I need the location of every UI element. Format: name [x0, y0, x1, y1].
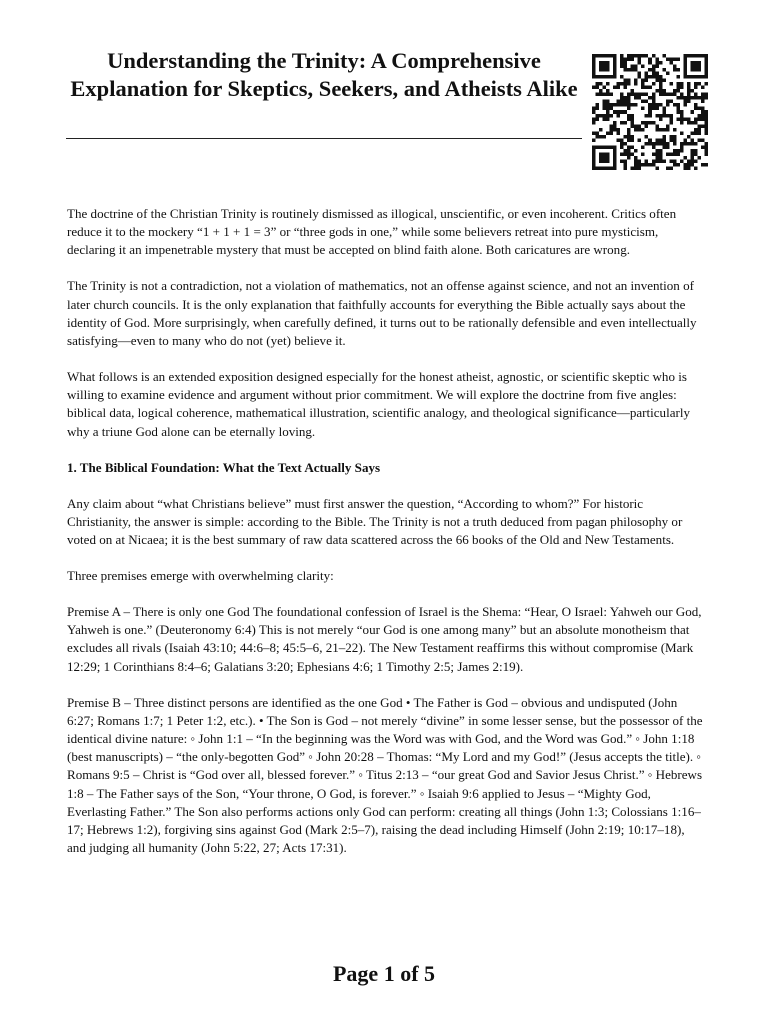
section-paragraph-1: Any claim about “what Christians believe” must first answer the question, “According to whom?” For historic Christianity, the answer is simple: according to the Bible. The Trinity is not a truth deduced from pagan philosophy or voted on at Nicaea; it is the best summary of raw data scattered across the 66 books of the Old and New Testaments. [67, 495, 683, 548]
intro-paragraph-3: What follows is an extended exposition designed especially for the honest atheist, agnostic, or scientific skeptic who is willing to examine evidence and argument without prior commitment. We will explore the doctrine from five angles: biblical data, logical coherence, mathematical illustration, scientific analogy, and theological significance—particularly why a triune God alone can be eternally loving. [67, 369, 690, 439]
document-title: Understanding the Trinity: A Comprehensive Explanation for Skeptics, Seekers, and Atheists Alike [70, 48, 578, 101]
qr-code-icon [592, 54, 708, 170]
premise-b-paragraph: Premise B – Three distinct persons are identified as the one God • The Father is God – obvious and undisputed (John 6:27; Romans 1:7; 1 Peter 1:2, etc.). • The Son is God – not merely “divine” in some lesser sense, but the possessor of the identical divine nature: ◦ John 1:1 – “In the beginning was the Word was with God, and the Word was God.” ◦ John 1:18 (best manuscripts) – “the only-begotten God” ◦ John 20:28 – Thomas: “My Lord and my God!” (Jesus accepts the title). ◦ Romans 9:5 – Christ is “God over all, blessed forever.” ◦ Titus 2:13 – “our great God and Savior Jesus Christ.” ◦ Hebrews 1:8 – The Father says of the Son, “Your throne, O God, is forever.” ◦ Isaiah 9:6 applied to Jesus – “Mighty God, Everlasting Father.” The Son also performs actions only God can perform: creating all things (John 1:3; Colossians 1:16–17; Hebrews 1:2), forgiving sins against God (Mark 2:5–7), raising the dead including Himself (John 2:19; 10:17–18), and judging all humanity (John 5:22, 27; Acts 17:31). [67, 694, 703, 856]
section-heading: 1. The Biblical Foundation: What the Text Actually Says [67, 459, 381, 475]
title-block [66, 47, 582, 103]
document-body [67, 205, 703, 875]
title-underline [66, 138, 582, 139]
premise-a-paragraph: Premise A – There is only one God The foundational confession of Israel is the Shema: “Hear, O Israel: Yahweh our God, Yahweh is one.” (Deuteronomy 6:4) This is not merely “our God is one among many” but an absolute monotheism that excludes all rivals (Isaiah 43:10; 44:6–8; 45:5–6, 21–22). The New Testament reaffirms this without compromise (Mark 12:29; 1 Corinthians 8:4–6; Galatians 3:20; Ephesians 4:6; 1 Timothy 2:5; James 2:19). [67, 604, 702, 674]
section-paragraph-2: Three premises emerge with overwhelming clarity: [67, 568, 334, 584]
intro-paragraph-1: The doctrine of the Christian Trinity is routinely dismissed as illogical, unscientific, or even incoherent. Critics often reduce it to the mockery “1 + 1 + 1 = 3” or “three gods in one,” while some believers retreat into pure mysticism, declaring it an impenetrable mystery that must be accepted on blind faith alone. Both caricatures are wrong. [67, 206, 677, 258]
page-number: Page 1 of 5 [332, 961, 436, 986]
intro-paragraph-2: The Trinity is not a contradiction, not a violation of mathematics, not an offense against science, and not an invention of later church councils. It is the only explanation that faithfully accounts for everything the Bible actually says about the identity of God. More surprisingly, when carefully defined, it turns out to be rationally defensible and even intellectually satisfying—even to many who do not (yet) believe it. [67, 278, 697, 349]
